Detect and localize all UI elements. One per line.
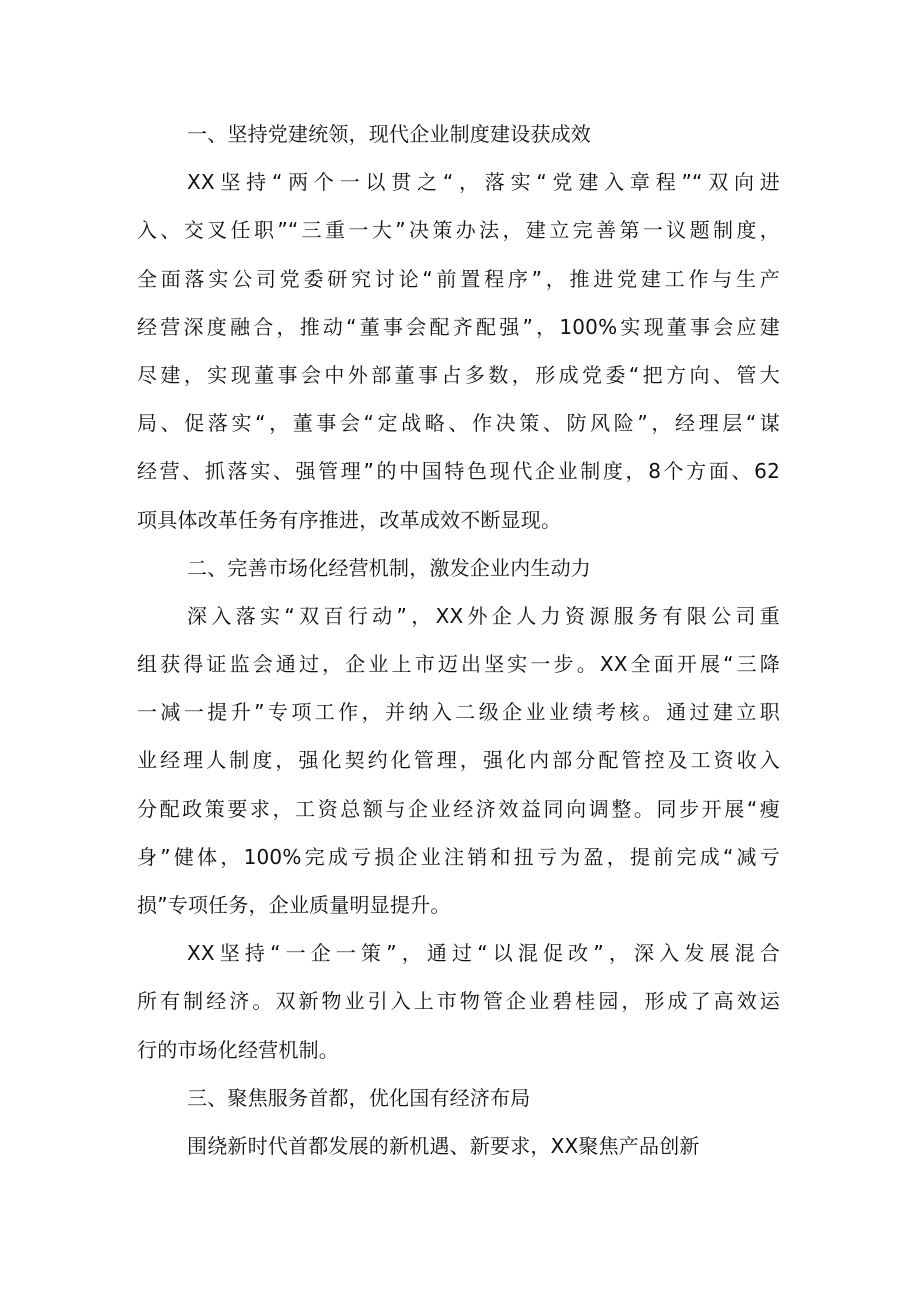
paragraph-line: 项具体改革任务有序推进，改革成效不断显现。: [137, 507, 562, 532]
paragraph-line: 入、交叉任职”“三重一大”决策办法，建立完善第一议题制度，: [137, 218, 780, 243]
paragraph-line: 分配政策要求，工资总额与企业经济效益同向调整。同步开展“瘦: [137, 796, 780, 821]
section-heading-2: 二、完善市场化经营机制，激发企业内生动力: [187, 555, 591, 580]
paragraph-line: 组获得证监会通过，企业上市迈出坚实一步。XX全面开展“三降: [137, 652, 780, 677]
paragraph-line: XX坚持“两个一以贯之“，落实“党建入章程”“双向进: [187, 170, 780, 195]
paragraph-line: XX坚持“一企一策”，通过“以混促改”，深入发展混合: [187, 941, 780, 966]
paragraph-line: 业经理人制度，强化契约化管理，强化内部分配管控及工资收入: [137, 748, 780, 773]
paragraph-line: 全面落实公司党委研究讨论“前置程序”，推进党建工作与生产: [137, 266, 780, 291]
section-heading-3: 三、聚焦服务首都，优化国有经济布局: [187, 1085, 531, 1110]
paragraph-line: 经营、抓落实、强管理”的中国特色现代企业制度，8个方面、62: [137, 459, 780, 484]
paragraph-line: 局、促落实“，董事会“定战略、作决策、防风险”，经理层“谋: [137, 411, 780, 436]
paragraph-line: 一减一提升”专项工作，并纳入二级企业业绩考核。通过建立职: [137, 700, 780, 725]
paragraph-line: 深入落实“双百行动”，XX外企人力资源服务有限公司重: [187, 603, 780, 628]
paragraph-line: 身”健体，100%完成亏损企业注销和扭亏为盈，提前完成“减亏: [137, 844, 780, 869]
paragraph-line: 行的市场化经营机制。: [137, 1037, 339, 1062]
paragraph-line: 损”专项任务，企业质量明显提升。: [137, 893, 451, 917]
paragraph-line: 尽建，实现董事会中外部董事占多数，形成党委“把方向、管大: [137, 362, 780, 387]
paragraph-line: 所有制经济。双新物业引入上市物管企业碧桂园，形成了高效运: [137, 989, 780, 1014]
paragraph-line: 围绕新时代首都发展的新机遇、新要求，XX聚焦产品创新: [187, 1133, 700, 1158]
section-heading-1: 一、坚持党建统领，现代企业制度建设获成效: [187, 122, 591, 146]
paragraph-line: 经营深度融合，推动“董事会配齐配强”，100%实现董事会应建: [137, 314, 780, 339]
